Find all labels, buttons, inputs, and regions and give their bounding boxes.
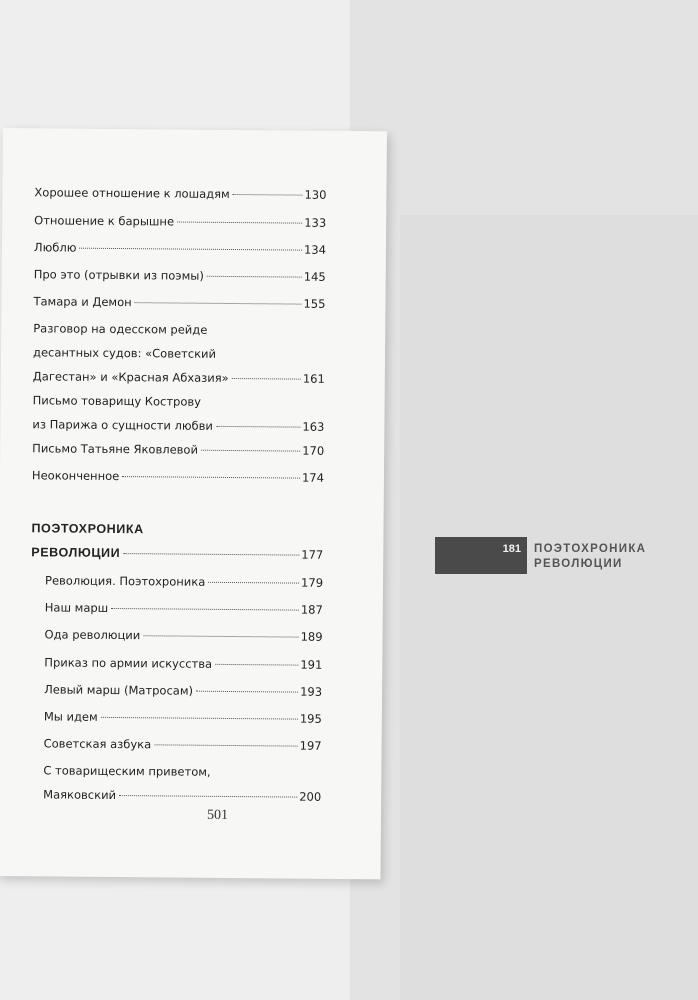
toc-entry-page: 133 [304, 215, 327, 230]
dot-leader [143, 635, 298, 637]
toc-entry-page: 197 [299, 738, 322, 753]
toc-entry-title-line: Разговор на одесском рейде [33, 321, 208, 337]
toc-entry-title: Революция. Поэтохроника [44, 573, 206, 589]
dot-leader [232, 378, 301, 380]
section-number-box [435, 537, 527, 574]
toc-entry-page: 191 [300, 657, 323, 672]
toc-entry-page: 145 [303, 269, 326, 284]
toc-entry[interactable] [45, 595, 323, 621]
dot-leader [233, 194, 303, 196]
dot-leader [196, 691, 298, 693]
toc-entry-title-line: Письмо товарищу Кострову [32, 393, 202, 409]
toc-entry-title-line: десантных судов: «Советский [32, 345, 217, 361]
toc-entry-title: Отношение к барышне [34, 213, 175, 229]
toc-entry-title: Письмо Татьяне Яковлевой [32, 441, 199, 457]
toc-entry-title: Неоконченное [31, 468, 120, 484]
dot-leader [111, 608, 299, 611]
back-page-section-marker [435, 534, 675, 574]
toc-entry-title: Левый марш (Матросам) [44, 682, 194, 698]
toc-entry-title-line: Дагестан» и «Красная Абхазия» [32, 369, 229, 385]
dot-leader [207, 276, 302, 278]
dot-leader [79, 248, 302, 251]
dot-leader [215, 664, 298, 666]
toc-entry-title-line: Маяковский [43, 787, 117, 803]
toc-entry[interactable] [34, 180, 326, 207]
toc-entry-page: 187 [300, 602, 323, 617]
section-title: ПОЭТОХРОНИКА РЕВОЛЮЦИИ [534, 543, 647, 570]
toc-section-heading[interactable] [31, 516, 323, 567]
toc-entry[interactable] [44, 622, 322, 648]
toc-entry-page: 163 [302, 419, 325, 434]
dot-leader [208, 582, 299, 584]
toc-entry[interactable] [44, 677, 322, 703]
dot-leader [177, 222, 302, 224]
toc-entry-title: Советская азбука [43, 736, 152, 752]
toc-entry-title: Хорошее отношение к лошадям [34, 185, 230, 201]
toc-entry-page: 174 [301, 470, 325, 485]
dot-leader [135, 302, 302, 304]
toc-entry-page: 161 [302, 371, 325, 386]
toc-entry-title: Мы идем [43, 709, 98, 724]
toc-entry[interactable] [33, 316, 326, 391]
dot-leader [119, 795, 297, 798]
page-number: 501 [206, 807, 229, 823]
toc-entry[interactable] [32, 436, 324, 463]
toc-entry[interactable] [32, 463, 324, 490]
toc-entry[interactable] [43, 758, 321, 808]
section-heading-page: 177 [301, 547, 324, 562]
dot-leader [101, 717, 298, 720]
toc-entry[interactable] [34, 262, 326, 289]
toc-entry-title-line: из Парижа о сущности любви [32, 417, 213, 433]
toc-entry-page: 155 [303, 296, 326, 311]
dot-leader [216, 426, 301, 428]
toc-entry-title: Про это (отрывки из поэмы) [33, 267, 204, 283]
dot-leader [123, 553, 299, 556]
toc-entry-title: Люблю [33, 240, 77, 255]
dot-leader [201, 450, 300, 452]
toc-entry-page: 195 [299, 711, 322, 726]
toc-entry-title-line: С товарищеским приветом, [43, 763, 211, 779]
toc-entry-page: 179 [301, 575, 324, 590]
toc-entry-title: Ода революции [44, 627, 141, 643]
background-page-shadow [400, 215, 698, 1000]
section-heading-line: РЕВОЛЮЦИИ [31, 545, 121, 561]
toc-entry[interactable] [44, 704, 322, 730]
toc-entry[interactable] [44, 731, 322, 757]
toc-entry-title: Приказ по армии искусства [44, 655, 213, 671]
toc-entry-title: Тамара и Демон [33, 294, 132, 310]
toc-entry-page: 170 [302, 443, 325, 458]
toc-entry-page: 200 [299, 789, 322, 804]
section-number: 181 [502, 543, 521, 555]
toc-entry-page: 130 [304, 187, 327, 202]
toc-entry[interactable] [34, 235, 326, 262]
toc-entry[interactable] [33, 289, 325, 316]
section-heading-line: ПОЭТОХРОНИКА [31, 521, 144, 537]
toc-entry[interactable] [32, 388, 324, 439]
toc-entry[interactable] [44, 650, 322, 676]
toc-entry[interactable] [45, 568, 323, 594]
toc-entry-title: Наш марш [44, 600, 109, 615]
toc-entry-page: 189 [300, 629, 323, 644]
toc-entry[interactable] [34, 208, 326, 235]
dot-leader [122, 476, 300, 479]
dot-leader [154, 744, 297, 746]
toc-entry-page: 134 [303, 242, 327, 257]
toc-entry-page: 193 [300, 684, 323, 699]
toc-page [0, 128, 387, 879]
